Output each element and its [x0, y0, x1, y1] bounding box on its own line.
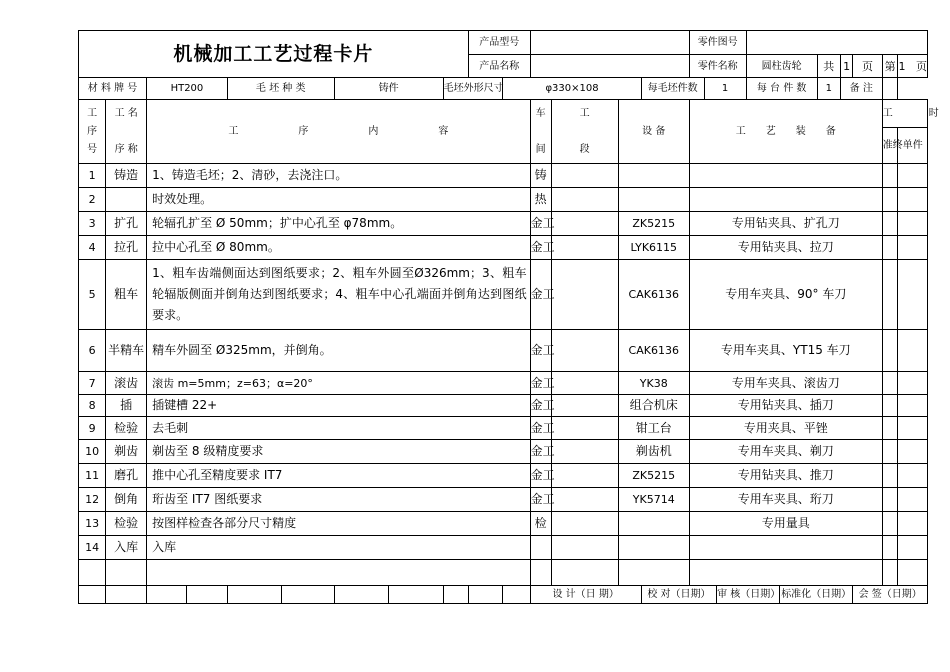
proof-date-label: 校 对（日期） [641, 586, 716, 604]
header-section: 工 段 [551, 100, 618, 164]
op-name: 磨孔 [106, 464, 147, 488]
part-name-label: 零件名称 [689, 55, 746, 78]
op-unit-time [898, 488, 928, 512]
op-equipment: ZK5215 [618, 212, 689, 236]
op-name: 检验 [106, 512, 147, 536]
op-unit-time [898, 236, 928, 260]
op-prep-time [882, 330, 898, 372]
op-prep-time [882, 536, 898, 560]
note-label: 备 注 [840, 78, 882, 100]
op-prep-time [882, 464, 898, 488]
op-no: 11 [79, 464, 106, 488]
op-section [551, 536, 618, 560]
page-value-unit [898, 55, 928, 78]
material-grade-value: HT200 [147, 78, 228, 100]
op-workshop: 金工 [530, 260, 551, 330]
table-row-empty [79, 560, 928, 586]
op-unit-time [898, 260, 928, 330]
op-workshop: 金工 [530, 372, 551, 395]
op-section [551, 464, 618, 488]
material-grade-label: 材 料 牌 号 [79, 78, 147, 100]
part-number-label: 零件图号 [689, 31, 746, 55]
op-tooling: 专用车夹具、剃刀 [689, 440, 882, 464]
op-name: 剃齿 [106, 440, 147, 464]
table-row [79, 330, 928, 372]
table-row [79, 236, 928, 260]
product-name-value [530, 55, 689, 78]
per-unit-value: 1 [817, 78, 840, 100]
header-equipment: 设 备 [618, 100, 689, 164]
page-value: 1 [898, 59, 906, 73]
op-name: 插 [106, 395, 147, 417]
table-row [79, 440, 928, 464]
total-value: 1 [840, 55, 853, 78]
op-name: 粗车 [106, 260, 147, 330]
product-name-label: 产品名称 [468, 55, 530, 78]
op-prep-time [882, 417, 898, 440]
op-tooling [689, 188, 882, 212]
op-prep-time [882, 395, 898, 417]
op-content: 去毛刺 [147, 417, 531, 440]
op-equipment: CAK6136 [618, 260, 689, 330]
op-content: 时效处理。 [147, 188, 531, 212]
op-section [551, 440, 618, 464]
op-content: 精车外圆至 Ø325mm，并倒角。 [147, 330, 531, 372]
op-equipment: YK5714 [618, 488, 689, 512]
op-equipment: YK38 [618, 372, 689, 395]
op-content: 1、粗车齿端侧面达到图纸要求；2、粗车外圆至Ø326mm；3、粗车轮辐版侧面并倒角达到图纸要求；4、粗车中心孔端面并倒角达到图纸要求。 [147, 260, 531, 330]
op-prep-time [882, 488, 898, 512]
op-content: 剃齿至 8 级精度要求 [147, 440, 531, 464]
op-no: 9 [79, 417, 106, 440]
op-unit-time [898, 536, 928, 560]
page-unit: 页 [915, 59, 927, 73]
op-no: 4 [79, 236, 106, 260]
op-tooling: 专用钻夹具、扩孔刀 [689, 212, 882, 236]
op-tooling: 专用钻夹具、推刀 [689, 464, 882, 488]
op-unit-time [898, 417, 928, 440]
op-workshop: 金工 [530, 236, 551, 260]
op-equipment: CAK6136 [618, 330, 689, 372]
table-row [79, 164, 928, 188]
op-name: 滚齿 [106, 372, 147, 395]
process-card [78, 30, 939, 604]
op-content: 珩齿至 IT7 图纸要求 [147, 488, 531, 512]
op-section [551, 395, 618, 417]
header-time: 工 时 [882, 100, 927, 128]
blank-type-label: 毛 坯 种 类 [227, 78, 334, 100]
op-no: 2 [79, 188, 106, 212]
op-no: 10 [79, 440, 106, 464]
op-workshop: 金工 [530, 395, 551, 417]
op-section [551, 372, 618, 395]
op-name: 铸造 [106, 164, 147, 188]
op-content: 轮辐孔扩至 Ø 50mm；扩中心孔至 φ78mm。 [147, 212, 531, 236]
op-equipment: 剃齿机 [618, 440, 689, 464]
op-prep-time [882, 260, 898, 330]
op-content: 推中心孔至精度要求 IT7 [147, 464, 531, 488]
op-tooling: 专用车夹具、90° 车刀 [689, 260, 882, 330]
op-name: 倒角 [106, 488, 147, 512]
op-name: 检验 [106, 417, 147, 440]
op-no: 5 [79, 260, 106, 330]
op-content: 插键槽 22+ [147, 395, 531, 417]
op-prep-time [882, 440, 898, 464]
op-section [551, 164, 618, 188]
blank-size-label: 毛坯外形尺寸 [443, 78, 503, 100]
op-section [551, 188, 618, 212]
op-workshop: 铸 [530, 164, 551, 188]
op-name: 扩孔 [106, 212, 147, 236]
op-tooling: 专用车夹具、YT15 车刀 [689, 330, 882, 372]
blank-type-value: 铸件 [334, 78, 443, 100]
op-workshop: 金工 [530, 440, 551, 464]
product-model-label: 产品型号 [468, 31, 530, 55]
op-tooling: 专用车夹具、滚齿刀 [689, 372, 882, 395]
header-prep-time: 准终 [882, 128, 898, 164]
table-row [79, 464, 928, 488]
op-tooling: 专用钻夹具、拉刀 [689, 236, 882, 260]
header-workshop: 车 间 [530, 100, 551, 164]
op-section [551, 512, 618, 536]
card-title: 机械加工工艺过程卡片 [79, 31, 469, 78]
op-content: 1、铸造毛坯；2、清砂，去浇注口。 [147, 164, 531, 188]
op-content: 拉中心孔至 Ø 80mm。 [147, 236, 531, 260]
op-no: 12 [79, 488, 106, 512]
table-row [79, 512, 928, 536]
header-tooling: 工 艺 装 备 [689, 100, 882, 164]
op-section [551, 212, 618, 236]
note-value [882, 78, 898, 100]
op-no: 14 [79, 536, 106, 560]
table-row [79, 372, 928, 395]
op-workshop: 检 [530, 512, 551, 536]
op-section [551, 260, 618, 330]
op-prep-time [882, 188, 898, 212]
op-workshop: 金工 [530, 464, 551, 488]
op-prep-time [882, 236, 898, 260]
op-tooling: 专用夹具、平锉 [689, 417, 882, 440]
op-equipment [618, 188, 689, 212]
op-workshop: 热 [530, 188, 551, 212]
op-section [551, 417, 618, 440]
part-number-value [746, 31, 928, 55]
total-label: 共 [817, 55, 840, 78]
header-seq: 工 序 号 [79, 100, 106, 164]
product-model-value [530, 31, 689, 55]
review-date-label: 审 核（日期） [717, 586, 780, 604]
op-workshop: 金工 [530, 330, 551, 372]
op-equipment: LYK6115 [618, 236, 689, 260]
op-tooling: 专用钻夹具、插刀 [689, 395, 882, 417]
op-section [551, 488, 618, 512]
op-prep-time [882, 512, 898, 536]
blank-size-value: φ330×108 [503, 78, 641, 100]
op-name [106, 188, 147, 212]
op-name: 半精车 [106, 330, 147, 372]
table-row [79, 260, 928, 330]
op-unit-time [898, 212, 928, 236]
op-equipment [618, 536, 689, 560]
process-card-table [78, 30, 939, 604]
op-tooling: 专用量具 [689, 512, 882, 536]
per-blank-value: 1 [704, 78, 746, 100]
op-no: 3 [79, 212, 106, 236]
op-equipment [618, 512, 689, 536]
table-row [79, 212, 928, 236]
op-unit-time [898, 188, 928, 212]
op-name: 入库 [106, 536, 147, 560]
page-label: 第 [882, 55, 898, 78]
table-row [79, 536, 928, 560]
op-tooling [689, 164, 882, 188]
table-row [79, 417, 928, 440]
header-unit-time: 单件 [898, 128, 928, 164]
op-equipment: 组合机床 [618, 395, 689, 417]
op-equipment [618, 164, 689, 188]
op-workshop: 金工 [530, 417, 551, 440]
signature-row [79, 586, 928, 604]
per-unit-label: 每 台 件 数 [746, 78, 817, 100]
countersign-date-label: 会 签（日期） [853, 586, 928, 604]
per-blank-label: 每毛坯件数 [641, 78, 704, 100]
op-workshop: 金工 [530, 488, 551, 512]
op-content: 按图样检查各部分尺寸精度 [147, 512, 531, 536]
op-workshop: 金工 [530, 212, 551, 236]
header-content: 工 序 内 容 [147, 100, 531, 164]
op-no: 7 [79, 372, 106, 395]
table-row [79, 488, 928, 512]
part-name-value: 圆柱齿轮 [746, 55, 817, 78]
op-prep-time [882, 164, 898, 188]
standard-date-label: 标准化（日期） [780, 586, 853, 604]
op-no: 6 [79, 330, 106, 372]
design-date-label: 设 计（日 期） [530, 586, 641, 604]
op-tooling [689, 536, 882, 560]
op-workshop [530, 536, 551, 560]
op-unit-time [898, 164, 928, 188]
op-tooling: 专用车夹具、珩刀 [689, 488, 882, 512]
op-unit-time [898, 395, 928, 417]
op-unit-time [898, 464, 928, 488]
op-section [551, 236, 618, 260]
op-content: 滚齿 m=5mm；z=63；α=20° [147, 372, 531, 395]
op-no: 8 [79, 395, 106, 417]
op-content: 入库 [147, 536, 531, 560]
table-row [79, 395, 928, 417]
op-equipment: ZK5215 [618, 464, 689, 488]
op-unit-time [898, 330, 928, 372]
op-unit-time [898, 512, 928, 536]
op-unit-time [898, 440, 928, 464]
table-row [79, 188, 928, 212]
header-name: 工 名 序 称 [106, 100, 147, 164]
op-name: 拉孔 [106, 236, 147, 260]
op-no: 1 [79, 164, 106, 188]
total-unit: 页 [853, 55, 882, 78]
op-section [551, 330, 618, 372]
op-prep-time [882, 212, 898, 236]
op-prep-time [882, 372, 898, 395]
op-unit-time [898, 372, 928, 395]
op-no: 13 [79, 512, 106, 536]
op-equipment: 钳工台 [618, 417, 689, 440]
